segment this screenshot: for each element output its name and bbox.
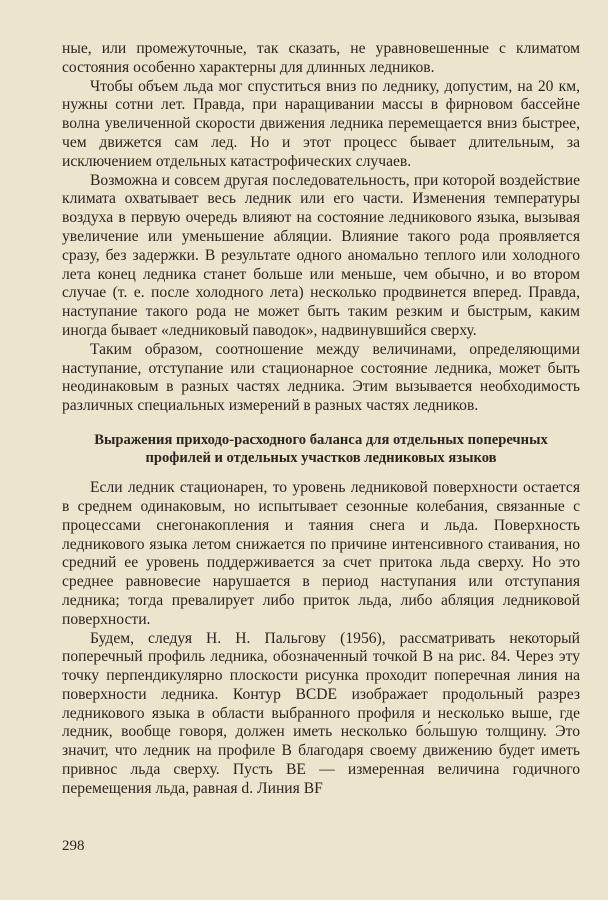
paragraph: Будем, следуя Н. Н. Пальгову (1956), рассматривать некоторый поперечный профиль ледника, обозначенный точкой B на рис. 84. Через эту точку перпендикулярно плоскости рисунка проходит поперечная линия на поверхности ледника. Контур BCDE изображает продольный разрез ледникового языка в области выбранного профиля и несколько выше, где ледник, вообще говоря, должен иметь несколько бо́льшую толщину. Это значит, что ледник на профиле B благодаря своему движению будет иметь привнос льда сверху. Пусть BE — измеренная величина годичного перемещения льда, равная d. Линия BF [62, 629, 580, 797]
section-heading: Выражения приходо-расходного баланса для отдельных поперечных профилей и отдельных участков ледниковых языков [94, 431, 548, 466]
paragraph: Возможна и совсем другая последовательность, при которой воздействие климата охватывает весь ледник или его части. Изменения температуры воздуха в первую очередь влияют на состояние ледникового языка, вызывая увеличение или уменьшение абляции. Влияние такого рода проявляется сразу, без задержки. В результате одного аномально теплого или холодного лета конец ледника станет больше или меньше, чем обычно, и во втором случае (т. е. после холодного лета) несколько продвинется вперед. Правда, наступание такого рода не может быть таким резким и быстрым, каким иногда бывает «ледниковый паводок», надвинувшийся сверху. [62, 171, 580, 339]
page-number: 298 [62, 838, 85, 854]
paragraph: Таким образом, соотношение между величинами, определяющими наступание, отступание или стационарное состояние ледника, может быть неодинаковым в разных частях ледника. Этим вызывается необходимость различных специальных измерений в разных частях ледников. [62, 340, 580, 415]
paragraph-continued: ные, или промежуточные, так сказать, не уравновешенные с климатом состояния особенно характерны для длинных ледников. [62, 40, 580, 76]
paragraph: Если ледник стационарен, то уровень ледниковой поверхности остается в среднем одинаковым, но испытывает сезонные колебания, связанные с процессами снегонакопления и таяния снега и льда. Поверхность ледникового языка летом снижается по причине интенсивного стаивания, но средний ее уровень поддерживается за счет притока льда сверху. Но это среднее равновесие нарушается в период наступания или отступания ледника; тогда превалирует либо приток льда, либо абляция ледниковой поверхности. [62, 479, 580, 628]
paragraph: Чтобы объем льда мог спуститься вниз по леднику, допустим, на 20 км, нужны сотни лет. Правда, при наращивании массы в фирновом бассейне волна увеличенной скорости движения ледника перемещается вниз быстрее, чем движется сам лед. Но и этот процесс бывает длительным, за исключением отдельных катастрофических случаев. [62, 77, 580, 170]
